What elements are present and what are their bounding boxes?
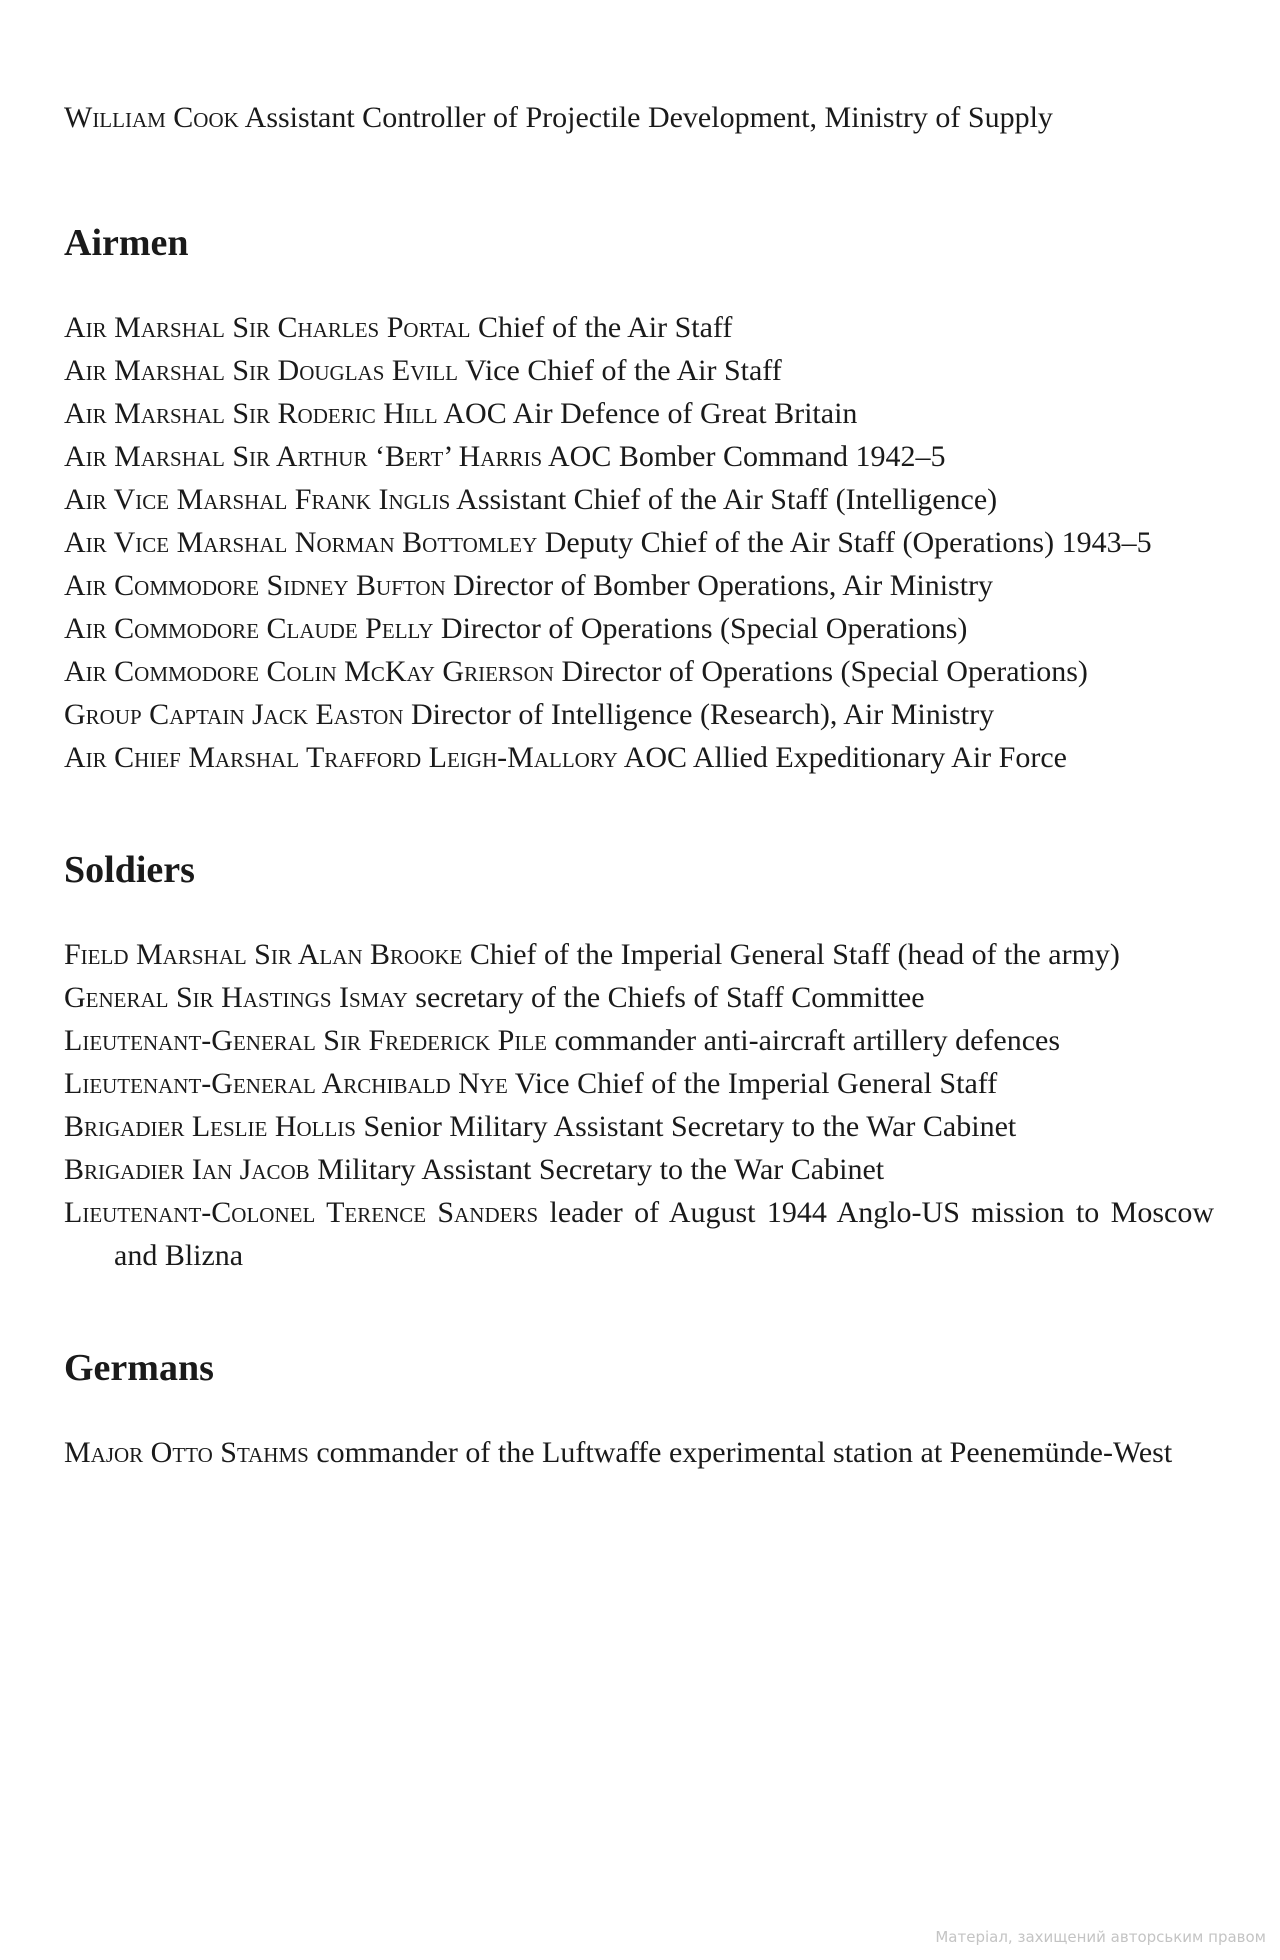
- intro-entry: [64, 96, 1214, 139]
- person-role: Director of Intelligence (Research), Air Ministry: [410, 698, 995, 731]
- person-role: Director of Operations (Special Operations): [440, 612, 968, 645]
- person-name: Air Commodore Colin McKay Grierson: [64, 655, 554, 688]
- list-entry: [64, 1148, 1214, 1191]
- list-entry: [64, 392, 1214, 435]
- list-entry: [64, 1431, 1214, 1474]
- copyright-watermark: Матеріал, захищений авторським правом: [935, 1928, 1266, 1946]
- list-entry: [64, 1062, 1214, 1105]
- person-role: Vice Chief of the Imperial General Staff: [514, 1067, 998, 1100]
- person-role: Director of Operations (Special Operations): [561, 655, 1088, 688]
- section-soldiers: [64, 847, 1214, 1277]
- section-heading: Germans: [64, 1347, 214, 1389]
- person-name: Air Vice Marshal Norman Bottomley: [64, 526, 538, 559]
- person-name: Lieutenant-General Sir Frederick Pile: [64, 1024, 547, 1057]
- list-entry: [64, 693, 1214, 736]
- list-entry: [64, 349, 1214, 392]
- person-role: AOC Bomber Command 1942–5: [548, 440, 946, 473]
- person-name: Brigadier Leslie Hollis: [64, 1110, 356, 1143]
- person-name: Air Commodore Sidney Bufton: [64, 569, 446, 602]
- person-role: AOC Allied Expeditionary Air Force: [623, 741, 1067, 774]
- person-name: Air Commodore Claude Pelly: [64, 612, 434, 645]
- person-name: Lieutenant-Colonel Terence Sanders: [64, 1196, 539, 1229]
- person-role: Chief of the Imperial General Staff (head of the army): [469, 938, 1120, 971]
- person-role: Chief of the Air Staff: [477, 311, 733, 344]
- list-entry: [64, 607, 1214, 650]
- person-role: Deputy Chief of the Air Staff (Operations) 1943–5: [544, 526, 1152, 559]
- person-role: secretary of the Chiefs of Staff Committee: [415, 981, 925, 1014]
- person-name: Air Chief Marshal Trafford Leigh-Mallory: [64, 741, 618, 774]
- list-entry: [64, 1191, 1214, 1277]
- list-entry: [64, 976, 1214, 1019]
- person-name: Major Otto Stahms: [64, 1436, 309, 1469]
- person-role: Assistant Chief of the Air Staff (Intelligence): [456, 483, 998, 516]
- person-role: Vice Chief of the Air Staff: [464, 354, 782, 387]
- person-role: Senior Military Assistant Secretary to the War Cabinet: [363, 1110, 1017, 1143]
- page-content: [64, 96, 1214, 1474]
- person-name: Air Marshal Sir Douglas Evill: [64, 354, 459, 387]
- list-entry: [64, 521, 1214, 564]
- list-entry: [64, 478, 1214, 521]
- person-name: Field Marshal Sir Alan Brooke: [64, 938, 463, 971]
- person-name: Air Marshal Sir Roderic Hill: [64, 397, 438, 430]
- section-airmen: [64, 220, 1214, 779]
- person-role: Director of Bomber Operations, Air Ministry: [453, 569, 994, 602]
- person-name: General Sir Hastings Ismay: [64, 981, 408, 1014]
- person-role: AOC Air Defence of Great Britain: [443, 397, 858, 430]
- person-name: Air Marshal Sir Arthur ‘Bert’ Harris: [64, 440, 543, 473]
- person-name: Air Vice Marshal Frank Inglis: [64, 483, 451, 516]
- person-name: William Cook: [64, 101, 239, 134]
- section-germans: [64, 1345, 1214, 1474]
- list-entry: [64, 435, 1214, 478]
- list-entry: [64, 1105, 1214, 1148]
- person-role: Military Assistant Secretary to the War Cabinet: [317, 1153, 885, 1186]
- person-name: Brigadier Ian Jacob: [64, 1153, 310, 1186]
- person-role: commander anti-aircraft artillery defences: [554, 1024, 1061, 1057]
- section-heading: Airmen: [64, 222, 189, 264]
- person-name: Group Captain Jack Easton: [64, 698, 404, 731]
- person-role: leader of August 1944 Anglo-US mission to Moscow and Blizna: [114, 1196, 1214, 1272]
- list-entry: [64, 564, 1214, 607]
- list-entry: [64, 933, 1214, 976]
- person-role: commander of the Luftwaffe experimental station at Peenemünde-West: [316, 1436, 1173, 1469]
- person-name: Air Marshal Sir Charles Portal: [64, 311, 471, 344]
- section-heading: Soldiers: [64, 849, 195, 891]
- list-entry: [64, 736, 1214, 779]
- person-name: Lieutenant-General Archibald Nye: [64, 1067, 508, 1100]
- list-entry: [64, 1019, 1214, 1062]
- list-entry: [64, 650, 1214, 693]
- list-entry: [64, 306, 1214, 349]
- person-role: Assistant Controller of Projectile Development, Ministry of Supply: [244, 101, 1053, 134]
